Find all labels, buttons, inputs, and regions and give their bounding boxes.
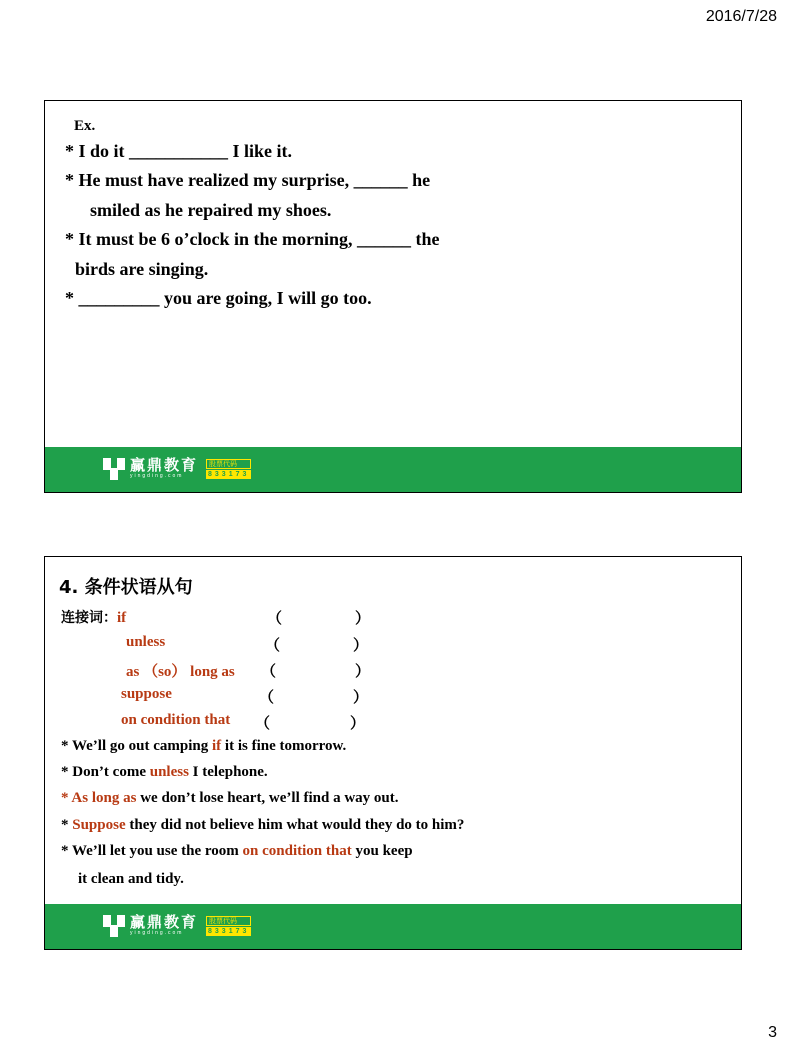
- badge-code: 833173: [208, 470, 250, 478]
- slide-2: [44, 556, 742, 950]
- connective: on condition that: [121, 712, 231, 728]
- ex-label: Ex.: [74, 118, 96, 134]
- paren-open: （: [265, 638, 281, 654]
- exercise-line: * _________ you are going, I will go too.: [65, 288, 372, 309]
- example-sentence: * We’ll let you use the room on condition that you keep: [61, 843, 413, 859]
- brand-logo: [103, 457, 251, 480]
- slide-1: [44, 100, 742, 493]
- paren-close: ）: [353, 690, 369, 706]
- brand-name: 赢鼎教育: [130, 456, 199, 474]
- paren-close: ）: [355, 664, 371, 680]
- slide-footer: [45, 904, 741, 949]
- stock-badge: [206, 916, 251, 936]
- example-sentence: * Don’t come unless I telephone.: [61, 764, 268, 780]
- exercise-line: * He must have realized my surprise, ______ he: [65, 170, 431, 191]
- brand-logo: [103, 914, 251, 937]
- paren-open: （: [255, 716, 271, 732]
- badge-label: 股票代码: [206, 459, 251, 469]
- slide-footer: [45, 447, 741, 492]
- brand-url: yingding.com: [130, 473, 184, 479]
- logo-mark-icon: [103, 915, 125, 937]
- slide-title: 4. 条件状语从句: [59, 577, 193, 598]
- badge-code: 833173: [208, 927, 250, 935]
- paren-open: （: [267, 611, 283, 627]
- page-number: 3: [768, 1024, 777, 1041]
- paren-open: （: [259, 690, 275, 706]
- connective: unless: [126, 634, 166, 650]
- connectives-label: 连接词：: [61, 610, 117, 626]
- slide-1-body: [65, 115, 440, 313]
- connective: if: [117, 610, 127, 626]
- brand-name: 赢鼎教育: [130, 913, 199, 931]
- connective-row: [61, 607, 126, 627]
- logo-mark-icon: [103, 458, 125, 480]
- page-date: 2016/7/28: [705, 8, 777, 25]
- badge-label: 股票代码: [206, 916, 251, 926]
- exercise-line: * I do it ___________ I like it.: [65, 141, 293, 161]
- paren-open: （: [261, 664, 277, 680]
- example-sentence: * Suppose they did not believe him what would they do to him?: [61, 817, 465, 833]
- stock-badge: [206, 459, 251, 479]
- connective: as （so） long as: [126, 664, 235, 680]
- paren-close: ）: [350, 716, 366, 732]
- connective: suppose: [121, 686, 172, 702]
- example-sentence: * We’ll go out camping if it is fine tomorrow.: [61, 738, 347, 754]
- paren-close: ）: [353, 638, 369, 654]
- example-sentence-cont: it clean and tidy.: [78, 871, 184, 887]
- paren-close: ）: [355, 611, 371, 627]
- brand-url: yingding.com: [130, 930, 184, 936]
- exercise-line: smiled as he repaired my shoes.: [90, 199, 332, 220]
- example-sentence: * As long as we don’t lose heart, we’ll find a way out.: [61, 790, 399, 806]
- exercise-line: * It must be 6 o’clock in the morning, ______ the: [65, 229, 440, 250]
- exercise-line: birds are singing.: [75, 258, 209, 279]
